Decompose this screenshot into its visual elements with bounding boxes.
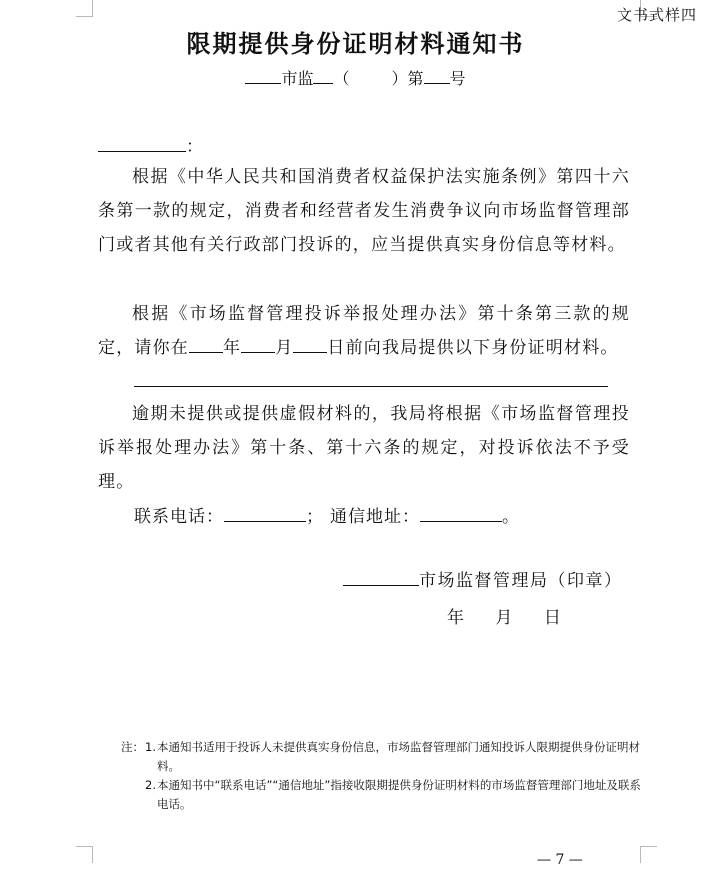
paragraph-consequence: 逾期未提供或提供虚假材料的，我局将根据《市场监督管理投诉举报处理办法》第十条、第十六条的规定，对投诉依法不予受理。 — [98, 404, 630, 492]
sample-label: 文书式样四 — [616, 6, 697, 24]
signature-date — [447, 603, 561, 628]
notes-section — [121, 738, 651, 814]
blank-city — [245, 67, 281, 84]
note-number: 1. — [145, 740, 156, 754]
address-label: 通信地址： — [330, 507, 420, 527]
blank-deadline-day — [293, 335, 327, 353]
note-text: 本通知书中“联系电话”“通信地址”指接收限期提供身份证明材料的市场监督管理部门地址及联系电话。 — [157, 778, 641, 811]
addressee-line — [98, 132, 203, 157]
blank-address — [420, 504, 502, 522]
deadline-text-a: 根据《市场监督管理投诉举报处理办法》第十条第三款的规定，请你在 — [98, 304, 630, 358]
page-number: — 7 — — [537, 852, 583, 868]
bureau-seal-label: 市场监督管理局（印章） — [419, 571, 623, 591]
phone-label: 联系电话： — [134, 507, 224, 527]
date-month: 月 — [495, 608, 513, 628]
document-number — [0, 66, 711, 89]
paragraph-deadline — [98, 297, 630, 365]
deadline-text-b: 日前向我局提供以下身份证明材料。 — [327, 338, 619, 358]
contact-end-mark: 。 — [502, 507, 520, 527]
blank-addressee — [98, 134, 186, 152]
crop-mark-bottom-left — [76, 846, 93, 863]
docno-part1: 市监 — [281, 69, 314, 88]
note-text: 本通知书适用于投诉人未提供真实身份信息，市场监督管理部门通知投诉人限期提供身份证明材料。 — [157, 740, 640, 773]
blank-materials-line — [134, 386, 608, 387]
blank-bureau — [343, 568, 419, 586]
note-item — [121, 776, 651, 814]
crop-mark-top-left — [76, 0, 93, 17]
deadline-month-label: 月 — [275, 338, 294, 358]
blank-category — [313, 67, 333, 84]
note-number: 2. — [145, 778, 156, 792]
contact-line — [134, 502, 520, 527]
addressee-colon: ： — [186, 137, 203, 157]
paragraph-legal-basis: 根据《中华人民共和国消费者权益保护法实施条例》第四十六条第一款的规定，消费者和经营者发生消费争议向市场监督管理部门或者其他有关行政部门投诉的，应当提供真实身份信息等材料。 — [98, 167, 630, 255]
docno-part4: 号 — [449, 69, 466, 88]
note-item — [121, 738, 651, 776]
blank-deadline-month — [241, 335, 275, 353]
date-year: 年 — [447, 608, 464, 628]
docno-part3: ）第 — [391, 69, 424, 88]
date-day: 日 — [543, 608, 561, 628]
notes-label: 注： — [121, 740, 144, 754]
deadline-year-label: 年 — [223, 338, 242, 358]
crop-mark-bottom-right — [640, 846, 657, 863]
page-title: 限期提供身份证明材料通知书 — [186, 29, 525, 58]
blank-phone — [224, 504, 306, 522]
contact-separator: ； — [306, 507, 324, 527]
blank-number — [424, 67, 450, 84]
blank-deadline-year — [189, 335, 223, 353]
signature-line — [343, 566, 623, 591]
docno-part2: （ — [333, 69, 350, 88]
